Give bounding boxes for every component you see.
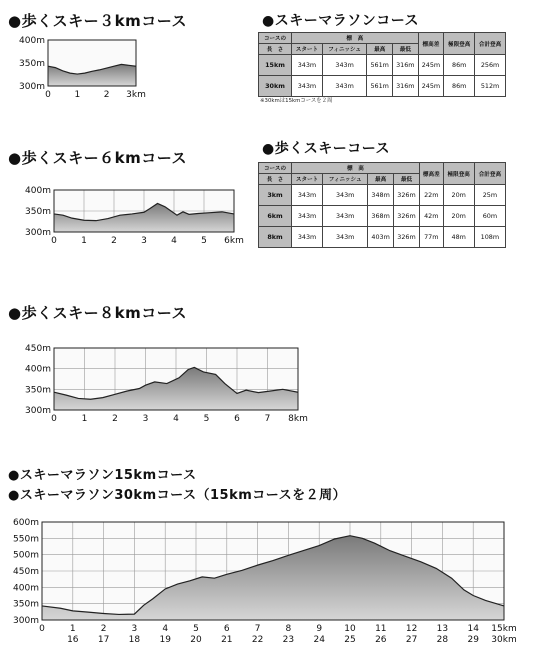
row-course-length: 30km [259,76,292,97]
x-tick-label-second-lap: 24 [313,635,325,645]
x-tick-label: 1 [81,414,88,424]
x-tick-label-second-lap: 30km [491,635,517,645]
y-tick-label: 350m [25,385,51,396]
y-tick-label: 300m [25,406,51,416]
heading-walk-3km: ●歩くスキー３kmコース [8,12,187,30]
table-cell: 256m [475,55,506,76]
x-tick-label: 2 [112,414,118,424]
y-tick-label: 300m [19,82,45,92]
x-tick-label: 15km [491,624,517,634]
x-tick-label: 3km [126,90,146,100]
y-tick-label: 350m [25,207,51,217]
heading-walk-6km: ●歩くスキー６kmコース [8,149,187,167]
table-cell: 343m [322,55,367,76]
x-tick-label-second-lap: 17 [97,635,110,645]
table-row [259,76,506,97]
table-cell: 368m [368,206,394,227]
header-start: スタート [292,44,323,55]
x-tick-label: 2 [103,90,110,100]
elevation-chart-3km [0,34,160,100]
x-tick-label-second-lap: 28 [436,635,449,645]
header-highest: 最高 [367,44,393,55]
header-finish: フィニッシュ [322,44,367,55]
y-tick-label: 400m [25,186,51,196]
y-tick-label: 500m [13,550,39,561]
header-max-climb: 極限登高 [443,163,474,185]
y-tick-label: 550m [13,534,39,545]
x-tick-label: 0 [51,236,57,246]
x-tick-label: 4 [162,624,169,634]
x-tick-label: 14 [467,624,479,634]
y-tick-label: 400m [19,36,45,46]
y-tick-label: 300m [13,616,39,626]
header-highest: 最高 [368,174,394,185]
x-tick-label-second-lap: 25 [344,635,356,645]
table-cell: 245m [418,76,444,97]
row-course-length: 8km [259,227,292,248]
heading-marathon-15km: ●スキーマラソン15kmコース [8,468,197,483]
x-tick-label-second-lap: 29 [467,635,479,645]
heading-marathon-table: ●スキーマラソンコース [262,13,420,29]
y-tick-label: 400m [25,364,51,375]
x-tick-label: 9 [316,624,323,634]
x-tick-label: 2 [100,624,107,634]
table-cell: 343m [323,227,368,248]
table-cell: 60m [474,206,505,227]
x-tick-label-second-lap: 21 [221,635,233,645]
x-tick-label: 7 [254,624,261,634]
header-total-climb: 合計登高 [474,163,505,185]
x-tick-label-second-lap: 22 [251,635,264,645]
table-cell: 22m [419,185,443,206]
table-cell: 42m [419,206,443,227]
table-cell: 316m [393,55,419,76]
x-tick-label: 4 [173,414,179,424]
header-total-climb: 合計登高 [475,33,506,55]
x-tick-label: 6 [223,624,230,634]
table-cell: 20m [443,206,474,227]
x-tick-label: 3 [131,624,138,634]
header-lowest: 最低 [394,174,420,185]
header-lowest: 最低 [393,44,419,55]
table-cell: 343m [323,185,368,206]
x-tick-label: 8 [285,624,292,634]
table-cell: 343m [292,185,323,206]
elevation-chart-15km-30km [0,512,530,646]
elevation-chart-8km [0,340,322,426]
x-tick-label: 2 [111,236,117,246]
x-tick-label: 6km [224,236,244,246]
y-tick-label: 350m [19,59,45,69]
x-tick-label: 10 [344,624,356,634]
table-cell: 561m [367,55,393,76]
x-tick-label-second-lap: 27 [405,635,418,645]
x-tick-label: 3 [141,236,147,246]
table-cell: 86m [444,55,475,76]
table-cell: 512m [475,76,506,97]
marathon-table-note: ※30kmは15kmコースを２周 [260,98,333,104]
table-cell: 245m [418,55,444,76]
x-tick-label: 4 [171,236,177,246]
table-cell: 316m [393,76,419,97]
x-tick-label-second-lap: 23 [282,635,295,645]
row-course-length: 3km [259,185,292,206]
table-cell: 561m [367,76,393,97]
x-tick-label: 1 [81,236,87,246]
y-tick-label: 450m [13,567,39,577]
x-tick-label: 5 [201,236,207,246]
x-tick-label: 8km [288,414,308,424]
x-tick-label: 3 [142,414,149,424]
y-tick-label: 400m [13,583,39,594]
table-cell: 343m [323,206,368,227]
table-row [259,55,506,76]
table-cell: 25m [474,185,505,206]
header-course-length: コースの [259,33,292,44]
x-tick-label: 11 [375,624,387,634]
table-cell: 20m [443,185,474,206]
table-row [259,206,506,227]
table-cell: 343m [292,227,323,248]
header-elevation: 標 高 [292,33,419,44]
x-tick-label: 5 [203,414,210,424]
x-tick-label-second-lap: 18 [128,635,141,645]
table-cell: 403m [368,227,394,248]
x-tick-label: 1 [74,90,81,100]
x-tick-label: 6 [234,414,240,424]
header-start: スタート [292,174,323,185]
table-header-row [259,33,506,44]
x-tick-label: 1 [69,624,76,634]
header-course-length: コースの [259,163,292,174]
table-cell: 348m [368,185,394,206]
table-cell: 77m [419,227,443,248]
x-tick-label-second-lap: 16 [67,635,79,645]
table-cell: 343m [292,55,323,76]
table-row [259,185,506,206]
x-tick-label-second-lap: 26 [375,635,387,645]
x-tick-label: 12 [405,624,418,634]
x-tick-label: 13 [436,624,449,634]
table-cell: 343m [322,76,367,97]
heading-marathon-30km: ●スキーマラソン30kmコース（15kmコースを２周） [8,488,347,503]
x-tick-label: 0 [51,414,57,424]
table-cell: 343m [292,206,323,227]
elevation-chart-6km [0,182,256,252]
x-tick-label-second-lap: 19 [159,635,171,645]
table-cell: 108m [474,227,505,248]
header-elevation-diff: 標高差 [418,33,444,55]
heading-walk-8km: ●歩くスキー８kmコース [8,304,187,322]
x-tick-label: 0 [39,624,45,634]
row-course-length: 15km [259,55,292,76]
marathon-course-table [258,32,506,97]
table-cell: 326m [394,206,420,227]
table-cell: 326m [394,227,420,248]
x-tick-label-second-lap: 20 [190,635,202,645]
header-length: 長 さ [259,44,292,55]
header-max-climb: 極限登高 [444,33,475,55]
header-finish: フィニッシュ [323,174,368,185]
y-tick-label: 350m [13,599,39,610]
x-tick-label: 5 [193,624,199,634]
x-tick-label: 7 [264,414,271,424]
table-row [259,227,506,248]
heading-walk-table: ●歩くスキーコース [262,141,391,157]
y-tick-label: 450m [25,344,51,354]
y-tick-label: 300m [25,228,51,238]
x-tick-label: 0 [45,90,51,100]
table-cell: 326m [394,185,420,206]
header-length: 長 さ [259,174,292,185]
y-tick-label: 600m [13,518,39,528]
table-cell: 48m [443,227,474,248]
table-cell: 343m [292,76,323,97]
row-course-length: 6km [259,206,292,227]
header-elevation-diff: 標高差 [419,163,443,185]
table-cell: 86m [444,76,475,97]
walk-course-table [258,162,506,248]
table-header-row [259,163,506,174]
header-elevation: 標 高 [292,163,420,174]
